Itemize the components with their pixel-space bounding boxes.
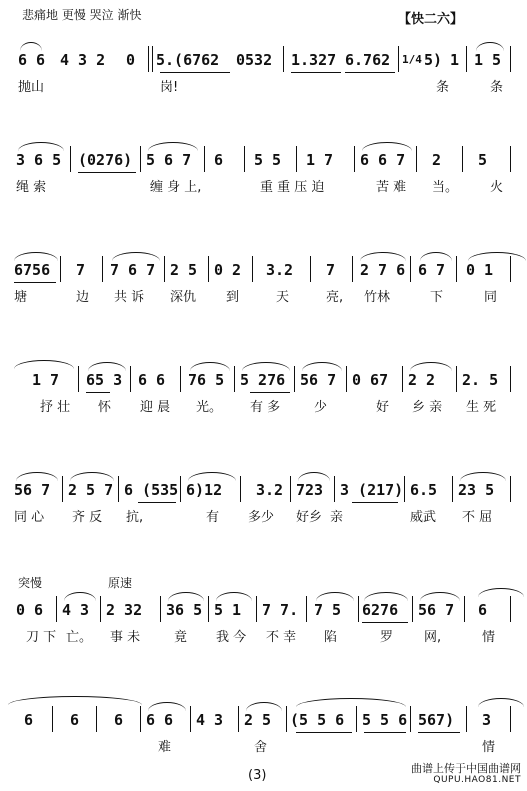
note-group: 6 [70,711,80,729]
slur [16,472,58,481]
slur [148,702,186,711]
slur [296,698,406,707]
lyric: 同 心 [14,510,45,525]
lyric: 塘 [14,290,28,305]
lyric: 不 幸 [266,630,297,645]
note-group: 6 [478,601,488,619]
notation-row [0,50,527,76]
lyric: 共 诉 [114,290,145,305]
slur [8,696,142,705]
barline [510,146,511,172]
lyric: 刀 下 [26,630,57,645]
expression-mark: 原速 [108,576,133,590]
note-group: 2. 5 [462,371,499,389]
slur [476,42,504,51]
note-group: 2 32 [106,601,143,619]
barline [52,706,53,732]
barline [286,706,287,732]
slur [216,592,252,601]
slur [478,588,524,597]
barline [102,256,103,282]
lyric: 抛山 [18,80,45,95]
barline [252,256,253,282]
expression-mark: 突慢 [18,576,43,590]
lyric: 不 屈 [462,510,493,525]
lyric: 事 未 [110,630,141,645]
barline [466,46,467,72]
barline [354,146,355,172]
barline [160,596,161,622]
note-group: 56 7 [14,481,51,499]
lyric: 深仇 [170,290,197,305]
lyric: 舍 [254,740,268,755]
notation-row [0,150,527,176]
note-group: 36 5 [166,601,203,619]
slur [190,362,230,371]
barline [180,366,181,392]
note-group: 5) [424,51,443,69]
lyric: 抒 壮 [40,400,71,415]
note-group: 2 2 [408,371,436,389]
note-group: 2 7 6 [360,261,406,279]
barline [140,146,141,172]
tempo-mark: 【快二六】 [398,12,464,27]
note-group: (0276) [78,151,133,169]
barline [294,366,295,392]
underline-beam [345,72,395,73]
underline-beam [250,392,290,393]
barline [180,476,181,502]
note-group: 23 5 [458,481,495,499]
lyric: 竟 [174,630,188,645]
note-group: 6 6 [146,711,174,729]
barline [290,476,291,502]
note-group: 1.327 [291,51,337,69]
expression-marks: 悲痛地 更慢 哭泣 渐快 [22,8,142,22]
lyric: 陷 [324,630,338,645]
lyric: 抗, [126,510,144,525]
slur [88,362,126,371]
barline [256,596,257,622]
barline [70,146,71,172]
barline [334,476,335,502]
lyric: 少 [314,400,328,415]
page-number: (3) [248,768,267,783]
note-group: 5 5 6 [362,711,408,729]
lyric: 到 [226,290,240,305]
note-group: 7 5 [314,601,342,619]
lyric: 情 [482,630,496,645]
barline [164,256,165,282]
note-group: 2 5 7 [68,481,114,499]
note-group: (5 5 6 [290,711,345,729]
watermark-text: 曲谱上传于中国曲谱网 [411,762,521,775]
barline [244,146,245,172]
note-group: 3 [482,711,492,729]
underline-beam [362,622,408,623]
note-group: 2 [432,151,442,169]
barline [118,476,119,502]
lyric: 迎 晨 [140,400,171,415]
lyric: 乡 亲 [412,400,443,415]
note-group: 2 5 [244,711,272,729]
barline [310,256,311,282]
barline [78,366,79,392]
slur [460,472,506,481]
note-group: 6 (535 [124,481,179,499]
slur [188,472,236,481]
lyrics-row [0,740,527,758]
lyric: 下 [430,290,444,305]
underline-beam [86,392,110,393]
note-group: 5 6 7 [146,151,192,169]
note-group: 56 7 [300,371,337,389]
note-group: 65 3 [86,371,123,389]
slur [420,592,460,601]
underline-beam [78,172,136,173]
slur [64,592,96,601]
note-group: 76 5 [188,371,225,389]
note-group: 6.762 [345,51,391,69]
lyric: 绳 索 [16,180,47,195]
underline-beam [418,732,460,733]
underline-beam [364,732,406,733]
underline-beam [296,732,352,733]
slur [20,42,42,51]
lyrics-row [0,80,527,98]
lyrics-row [0,180,527,198]
lyric: 亲 [330,510,344,525]
barline [60,256,61,282]
lyric: 同 [484,290,498,305]
note-group: 3.2 [266,261,294,279]
note-group: 0532 [236,51,273,69]
slur [468,252,526,261]
note-group: 0 1 [466,261,494,279]
note-group: 3 6 5 [16,151,62,169]
barline [510,476,511,502]
lyric: 天 [276,290,290,305]
note-group: 6 [114,711,124,729]
note-group: 3.2 [256,481,284,499]
lyrics-row [0,510,527,528]
lyric: 亮, [326,290,344,305]
note-group: 6 6 [18,51,46,69]
note-group: 56 7 [418,601,455,619]
slur [18,142,64,151]
notation-row [0,600,527,626]
note-group: 4 3 [62,601,90,619]
barline [96,706,97,732]
barline [510,46,511,72]
barline [402,366,403,392]
lyric: 怀 [98,400,112,415]
lyric: 有 [206,510,220,525]
lyric: 生 死 [466,400,497,415]
barline [190,706,191,732]
lyric: 当。 [432,180,459,195]
slur [246,702,282,711]
slur [420,252,452,261]
barline [456,366,457,392]
slur [168,592,204,601]
lyric: 情 [482,740,496,755]
time-signature: 1/4 [402,53,422,66]
note-group: 6 7 [418,261,446,279]
lyric: 威武 [410,510,437,525]
barline [140,706,141,732]
note-group: 7 7. [262,601,299,619]
note-group: 6 6 7 [360,151,406,169]
slur [14,360,74,369]
slur [14,252,58,261]
barline [464,596,465,622]
barline [410,706,411,732]
slur [298,472,330,481]
barline [398,46,399,72]
lyric: 苦 难 [376,180,407,195]
note-group: 1 5 [474,51,502,69]
barline [352,256,353,282]
note-group: 5 276 [240,371,286,389]
slur [112,252,160,261]
note-group: 1 7 [306,151,334,169]
underline-beam [291,72,341,73]
note-group: 6)12 [186,481,223,499]
underline-beam [14,282,56,283]
lyric: 亡。 [66,630,93,645]
lyric: 火 [490,180,504,195]
barline [204,146,205,172]
note-group: 567) [418,711,455,729]
lyric: 边 [76,290,90,305]
lyric: 岗! [160,80,179,95]
barline [283,46,284,72]
barline [130,366,131,392]
barline [462,146,463,172]
note-group: 6276 [362,601,399,619]
barline [208,256,209,282]
lyric: 好乡 [296,510,323,525]
barline [238,706,239,732]
barline [510,596,511,622]
slur [302,362,342,371]
barline [456,256,457,282]
note-group: 723 [296,481,324,499]
notation-row [0,480,527,506]
note-group: 5 1 [214,601,242,619]
note-group: 4 3 [196,711,224,729]
watermark [411,762,521,786]
barline [234,366,235,392]
note-group: 0 6 [16,601,44,619]
notation-row [0,710,527,736]
lyric: 罗 [380,630,394,645]
note-group: 5 [478,151,488,169]
barline [306,596,307,622]
note-group: 5 5 [254,151,282,169]
lyric: 有 多 [250,400,281,415]
lyric: 光。 [196,400,223,415]
note-group: 6 6 [138,371,166,389]
note-group: 5.(6762 [156,51,220,69]
barline [240,476,241,502]
notation-row [0,260,527,286]
note-group: 6 [24,711,34,729]
double-barline [148,46,153,72]
barline [410,256,411,282]
slur [70,472,114,481]
slur [242,362,290,371]
lyric: 好 [376,400,390,415]
note-group: 6.5 [410,481,438,499]
barline [466,706,467,732]
lyric: 齐 反 [72,510,103,525]
notation-row [0,370,527,396]
note-group: 6 [214,151,224,169]
barline [100,596,101,622]
barline [208,596,209,622]
barline [510,706,511,732]
note-group: 1 [450,51,460,69]
note-group: 0 [126,51,136,69]
slur [362,142,412,151]
note-group: 0 67 [352,371,389,389]
barline [56,596,57,622]
note-group: 4 3 2 [60,51,106,69]
lyric: 缠 身 上, [150,180,202,195]
lyrics-row [0,630,527,648]
underline-beam [352,502,398,503]
note-group: 6756 [14,261,51,279]
barline [404,476,405,502]
barline [412,596,413,622]
barline [62,476,63,502]
note-group: 7 [326,261,336,279]
barline [416,146,417,172]
lyric: 条 [436,80,450,95]
note-group: 7 6 7 [110,261,156,279]
lyric: 难 [158,740,172,755]
barline [452,476,453,502]
note-group: 1 7 [32,371,60,389]
slur [478,698,524,707]
lyric: 我 今 [216,630,247,645]
underline-beam [160,72,230,73]
watermark-url: QUPU.HAO81.NET [433,775,521,785]
barline [358,596,359,622]
lyric: 竹林 [364,290,391,305]
slur [360,252,406,261]
lyric: 多少 [248,510,275,525]
barline [346,366,347,392]
lyric: 条 [490,80,504,95]
slur [364,592,408,601]
note-group: 7 [76,261,86,279]
slur [316,592,354,601]
slur [410,362,452,371]
lyric: 网, [424,630,442,645]
barline [510,366,511,392]
lyrics-row [0,290,527,308]
lyrics-row [0,400,527,418]
slur [148,142,198,151]
underline-beam [138,502,176,503]
note-group: 3 (217) [340,481,404,499]
barline [356,706,357,732]
lyric: 重 重 压 迫 [260,180,325,195]
note-group: 0 2 [214,261,242,279]
barline [296,146,297,172]
note-group: 2 5 [170,261,198,279]
